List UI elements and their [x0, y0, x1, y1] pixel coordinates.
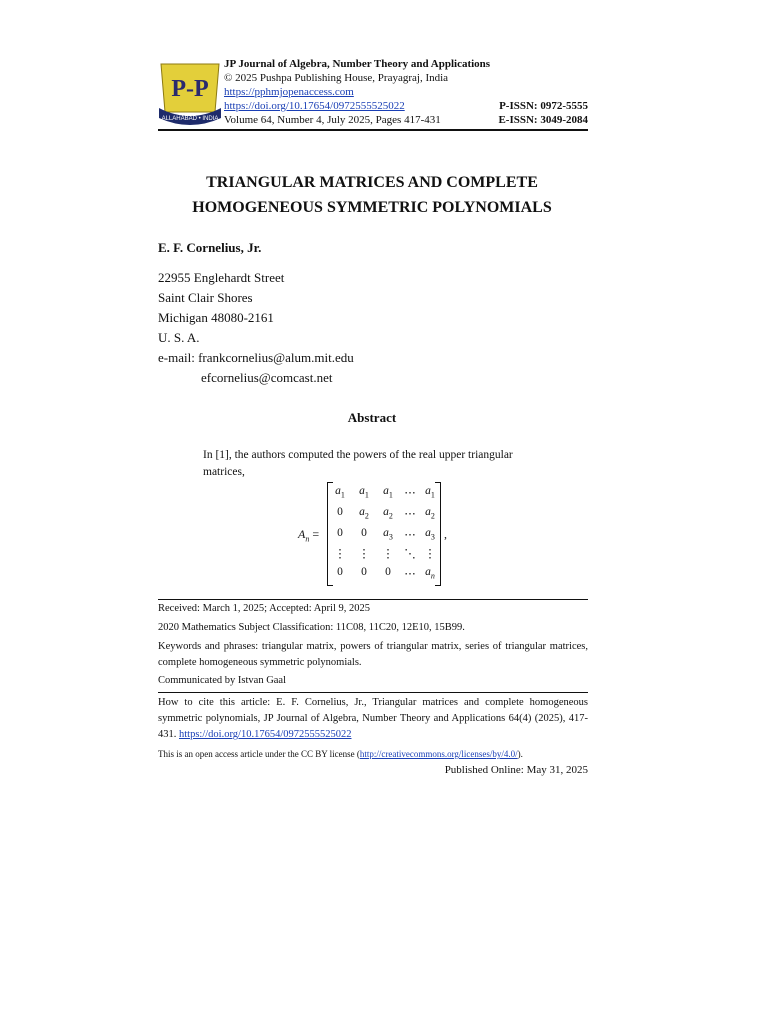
triangular-matrix	[327, 482, 441, 586]
matrix-cell: $a_n$	[425, 566, 435, 581]
header-divider	[158, 129, 588, 131]
matrix-cell: $a_2$	[359, 506, 369, 521]
matrix-cell: $a_1$	[383, 485, 393, 500]
journal-title: JP Journal of Algebra, Number Theory and Applications	[224, 58, 491, 70]
matrix-cell: $a_3$	[383, 527, 393, 542]
matrix-cell: $a_2$	[425, 506, 435, 521]
communicated-by: Communicated by Istvan Gaal	[158, 675, 287, 686]
received-dates: Received: March 1, 2025; Accepted: April 9, 2025	[158, 603, 370, 614]
matrix-cell: ⋱	[404, 548, 416, 560]
email-line-2: efcornelius@comcast.net	[201, 370, 333, 385]
abstract-heading: Abstract	[347, 410, 397, 425]
address-line: Michigan 48080-2161	[158, 310, 274, 325]
logo-band-text: ALLAHABAD • INDIA	[161, 116, 219, 122]
matrix-cell: $a_3$	[425, 527, 435, 542]
matrix-cell: ⋯	[404, 508, 416, 520]
matrix-label: $A_n$ =	[298, 527, 320, 544]
copyright: © 2025 Pushpa Publishing House, Prayagraj, India	[224, 72, 449, 84]
paper-title-line-2: HOMOGENEOUS SYMMETRIC POLYNOMIALS	[192, 199, 552, 216]
license-note: This is an open access article under the CC BY license (http://creativecommons.org/licenses/by/4.0/).	[158, 749, 523, 759]
matrix-cell: 0	[385, 566, 391, 578]
matrix-cell: $a_1$	[425, 485, 435, 500]
address-line: 22955 Englehardt Street	[158, 270, 285, 285]
publisher-logo	[157, 60, 223, 128]
matrix-cell: ⋮	[424, 548, 436, 560]
logo-text: P-P	[171, 76, 209, 102]
footnote-divider	[158, 599, 588, 600]
matrix-cell: 0	[337, 506, 343, 518]
volume-info: Volume 64, Number 4, July 2025, Pages 417-431	[224, 114, 441, 126]
cite-divider	[158, 692, 588, 693]
msc-classification: 2020 Mathematics Subject Classification: 11C08, 11C20, 12E10, 15B99.	[158, 622, 465, 633]
matrix-comma: ,	[444, 527, 447, 541]
matrix-cell: ⋯	[404, 529, 416, 541]
citation-doi-link[interactable]: https://doi.org/10.17654/0972555525022	[179, 729, 352, 740]
citation: How to cite this article: E. F. Cornelius, Jr., Triangular matrices and complete homogeneous symmetric polynomials, JP Journal of Algebra, Number Theory and Applications 64(4) (2025), 417-431. https://doi.org/10.17654/0972555525022	[158, 697, 588, 740]
paper-title-line-1: TRIANGULAR MATRICES AND COMPLETE	[206, 174, 538, 191]
matrix-cell: ⋮	[358, 548, 370, 560]
abstract-text: In [1], the authors computed the powers of the real upper triangular matrices,	[203, 449, 513, 478]
e-issn: E-ISSN: 3049-2084	[498, 114, 588, 126]
matrix-cell: 0	[361, 566, 367, 578]
matrix-cell: 0	[337, 527, 343, 539]
author-name: E. F. Cornelius, Jr.	[158, 240, 262, 255]
matrix-cell: $a_1$	[359, 485, 369, 500]
matrix-cell: ⋯	[404, 568, 416, 580]
matrix-cell: $a_1$	[335, 485, 345, 500]
journal-url-link[interactable]: https://pphmjopenaccess.com	[224, 86, 354, 98]
matrix-cell: ⋯	[404, 487, 416, 499]
address-line: U. S. A.	[158, 330, 200, 345]
matrix-cell: ⋮	[382, 548, 394, 560]
doi-link[interactable]: https://doi.org/10.17654/0972555525022	[224, 100, 405, 112]
p-issn: P-ISSN: 0972-5555	[499, 100, 588, 112]
license-link[interactable]: http://creativecommons.org/licenses/by/4.0/	[359, 749, 518, 759]
email-line: e-mail: frankcornelius@alum.mit.edu	[158, 350, 354, 365]
matrix-cell: 0	[337, 566, 343, 578]
matrix-cell: $a_2$	[383, 506, 393, 521]
matrix-cell: ⋮	[334, 548, 346, 560]
keywords: Keywords and phrases: triangular matrix, powers of triangular matrix, series of triangular matrices, complete homogeneous symmetric polynomials.	[158, 641, 588, 668]
matrix-cell: 0	[361, 527, 367, 539]
published-online: Published Online: May 31, 2025	[444, 764, 588, 776]
address-line: Saint Clair Shores	[158, 290, 253, 305]
